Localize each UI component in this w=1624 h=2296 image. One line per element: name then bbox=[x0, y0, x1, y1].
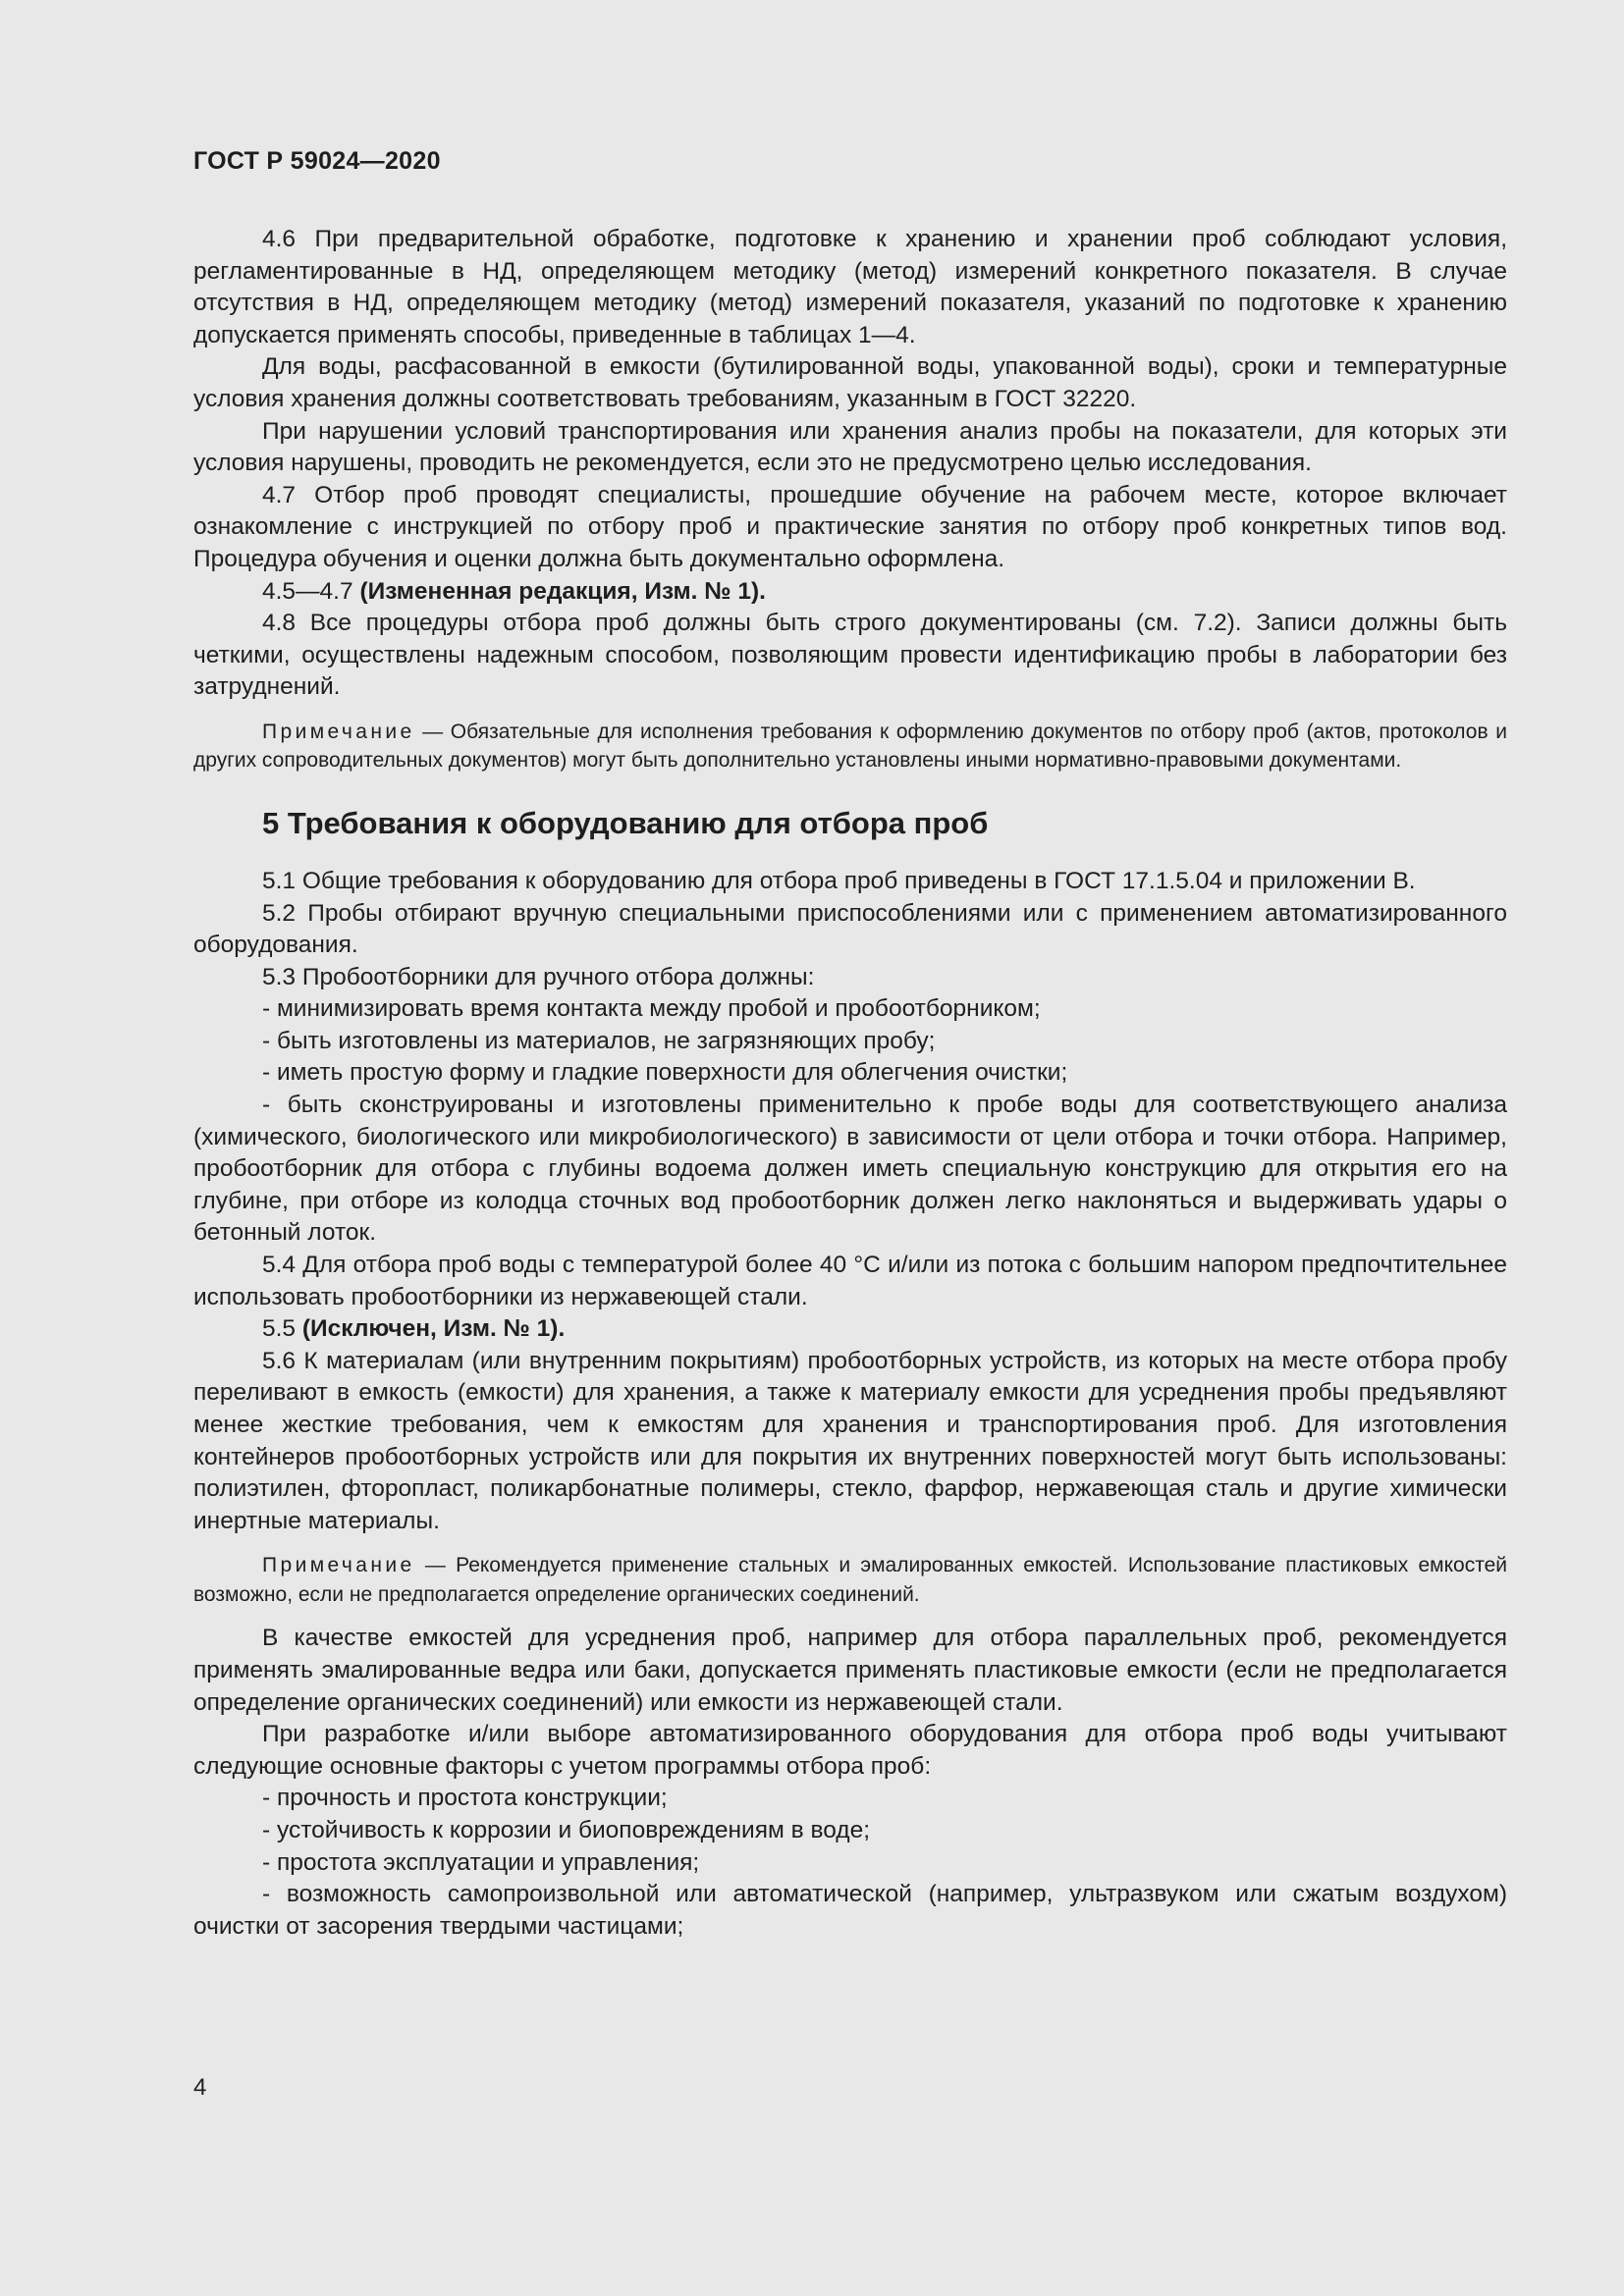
list-item: - минимизировать время контакта между пробой и пробоотборником; bbox=[262, 995, 1041, 1023]
note-text: — Рекомендуется применение стальных и эмалированных емкостей. Использование пластиковых емкостей возможно, если не предполагается определение органических соединений. bbox=[193, 1554, 1507, 1606]
clause-ref: 5.5 bbox=[262, 1315, 302, 1343]
paragraph-4-7: 4.7 Отбор проб проводят специалисты, прошедшие обучение на рабочем месте, которое включает ознакомление с инструкцией по отбору проб и практические занятия по отбору проб конкретных типов вод. Процедура обучения и оценки должна быть документально оформлена. bbox=[193, 481, 1507, 572]
note-containers bbox=[193, 1551, 1507, 1609]
note-text: — Обязательные для исполнения требования к оформлению документов по отбору проб (актов, протоколов и других сопроводительных документов) могут быть дополнительно установлены иными нормативно-правовыми документами. bbox=[193, 720, 1507, 773]
paragraph-5-3: 5.3 Пробоотборники для ручного отбора должны: bbox=[262, 963, 815, 990]
list-item: - быть сконструированы и изготовлены применительно к пробе воды для соответствующего анализа (химического, биологического или микробиологического) в зависимости от цели отбора и точки отбора. Например, пробоотборник для отбора с глубины водоема должен иметь специальную конструкцию для открытия его на глубине, при отборе из колодца сточных вод пробоотборник должен легко наклоняться и выдерживать удары о бетонный лоток. bbox=[193, 1092, 1507, 1247]
list-item: - возможность самопроизвольной или автоматической (например, ультразвуком или сжатым воздухом) очистки от засорения твердыми частицами; bbox=[193, 1881, 1507, 1940]
page-number: 4 bbox=[193, 2074, 207, 2101]
paragraph-5-1: 5.1 Общие требования к оборудованию для отбора проб приведены в ГОСТ 17.1.5.04 и приложении В. bbox=[262, 867, 1416, 894]
paragraph-4-8: 4.8 Все процедуры отбора проб должны быть строго документированы (см. 7.2). Записи должны быть четкими, осуществлены надежным способом, позволяющим провести идентификацию пробы в лаборатории без затруднений. bbox=[193, 610, 1507, 701]
note-label: Примечание bbox=[262, 1554, 415, 1577]
paragraph-amendment-4-5-4-7 bbox=[193, 576, 1507, 609]
section-5-title: 5 Требования к оборудованию для отбора проб bbox=[262, 805, 989, 840]
list-item: - простота эксплуатации и управления; bbox=[262, 1848, 700, 1876]
note-documents bbox=[193, 718, 1507, 775]
paragraph-5-2: 5.2 Пробы отбирают вручную специальными приспособлениями или с применением автоматизированного оборудования. bbox=[193, 899, 1507, 959]
paragraph-storage-violation: При нарушении условий транспортирования или хранения анализ пробы на показатели, для которых эти условия нарушены, проводить не рекомендуется, если это не предусмотрено целью исследования. bbox=[193, 417, 1507, 477]
amendment-note: (Измененная редакция, Изм. № 1). bbox=[359, 577, 766, 605]
paragraph-bottled-water: Для воды, расфасованной в емкости (бутилированной воды, упакованной воды), сроки и температурные условия хранения должны соответствовать требованиям, указанным в ГОСТ 32220. bbox=[193, 353, 1507, 412]
list-item: - устойчивость к коррозии и биоповреждениям в воде; bbox=[262, 1816, 871, 1843]
paragraph-5-6: 5.6 К материалам (или внутренним покрытиям) пробоотборных устройств, из которых на месте отбора пробу переливают в емкость (емкости) для хранения, а также к материалу емкости для усреднения пробы предъявляют менее жесткие требования, чем к емкостям для хранения и транспортирования проб. Для изготовления контейнеров пробоотборных устройств или для покрытия их внутренних поверхностей могут быть использованы: полиэтилен, фторопласт, поликарбонатные полимеры, стекло, фарфор, нержавеющая сталь и другие химически инертные материалы. bbox=[193, 1347, 1507, 1534]
paragraph-5-5 bbox=[193, 1313, 1507, 1346]
list-item: - прочность и простота конструкции; bbox=[262, 1785, 668, 1812]
list-item: - иметь простую форму и гладкие поверхности для облегчения очистки; bbox=[262, 1059, 1068, 1087]
document-header: ГОСТ Р 59024—2020 bbox=[193, 147, 441, 175]
amendment-ref: 4.5—4.7 bbox=[262, 577, 360, 605]
document-body bbox=[193, 224, 1507, 1943]
paragraph-5-4: 5.4 Для отбора проб воды с температурой более 40 °С и/или из потока с большим напором предпочтительнее использовать пробоотборники из нержавеющей стали. bbox=[193, 1252, 1507, 1310]
note-label: Примечание bbox=[262, 720, 415, 743]
paragraph-averaging-containers: В качестве емкостей для усреднения проб, например для отбора параллельных проб, рекомендуется применять эмалированные ведра или баки, допускается применять пластиковые емкости (если не предполагается определение органических соединений) или емкости из нержавеющей стали. bbox=[193, 1625, 1507, 1716]
excluded-note: (Исключен, Изм. № 1). bbox=[301, 1315, 566, 1343]
list-item: - быть изготовлены из материалов, не загрязняющих пробу; bbox=[262, 1027, 936, 1054]
paragraph-automated-equipment: При разработке и/или выборе автоматизированного оборудования для отбора проб воды учитывают следующие основные факторы с учетом программы отбора проб: bbox=[193, 1721, 1507, 1780]
paragraph-4-6: 4.6 При предварительной обработке, подготовке к хранению и хранении проб соблюдают условия, регламентированные в НД, определяющем методику (метод) измерений конкретного показателя. В случае отсутствия в НД, определяющем методику (метод) измерений показателя, указаний по подготовке к хранению допускается применять способы, приведенные в таблицах 1—4. bbox=[193, 226, 1507, 348]
